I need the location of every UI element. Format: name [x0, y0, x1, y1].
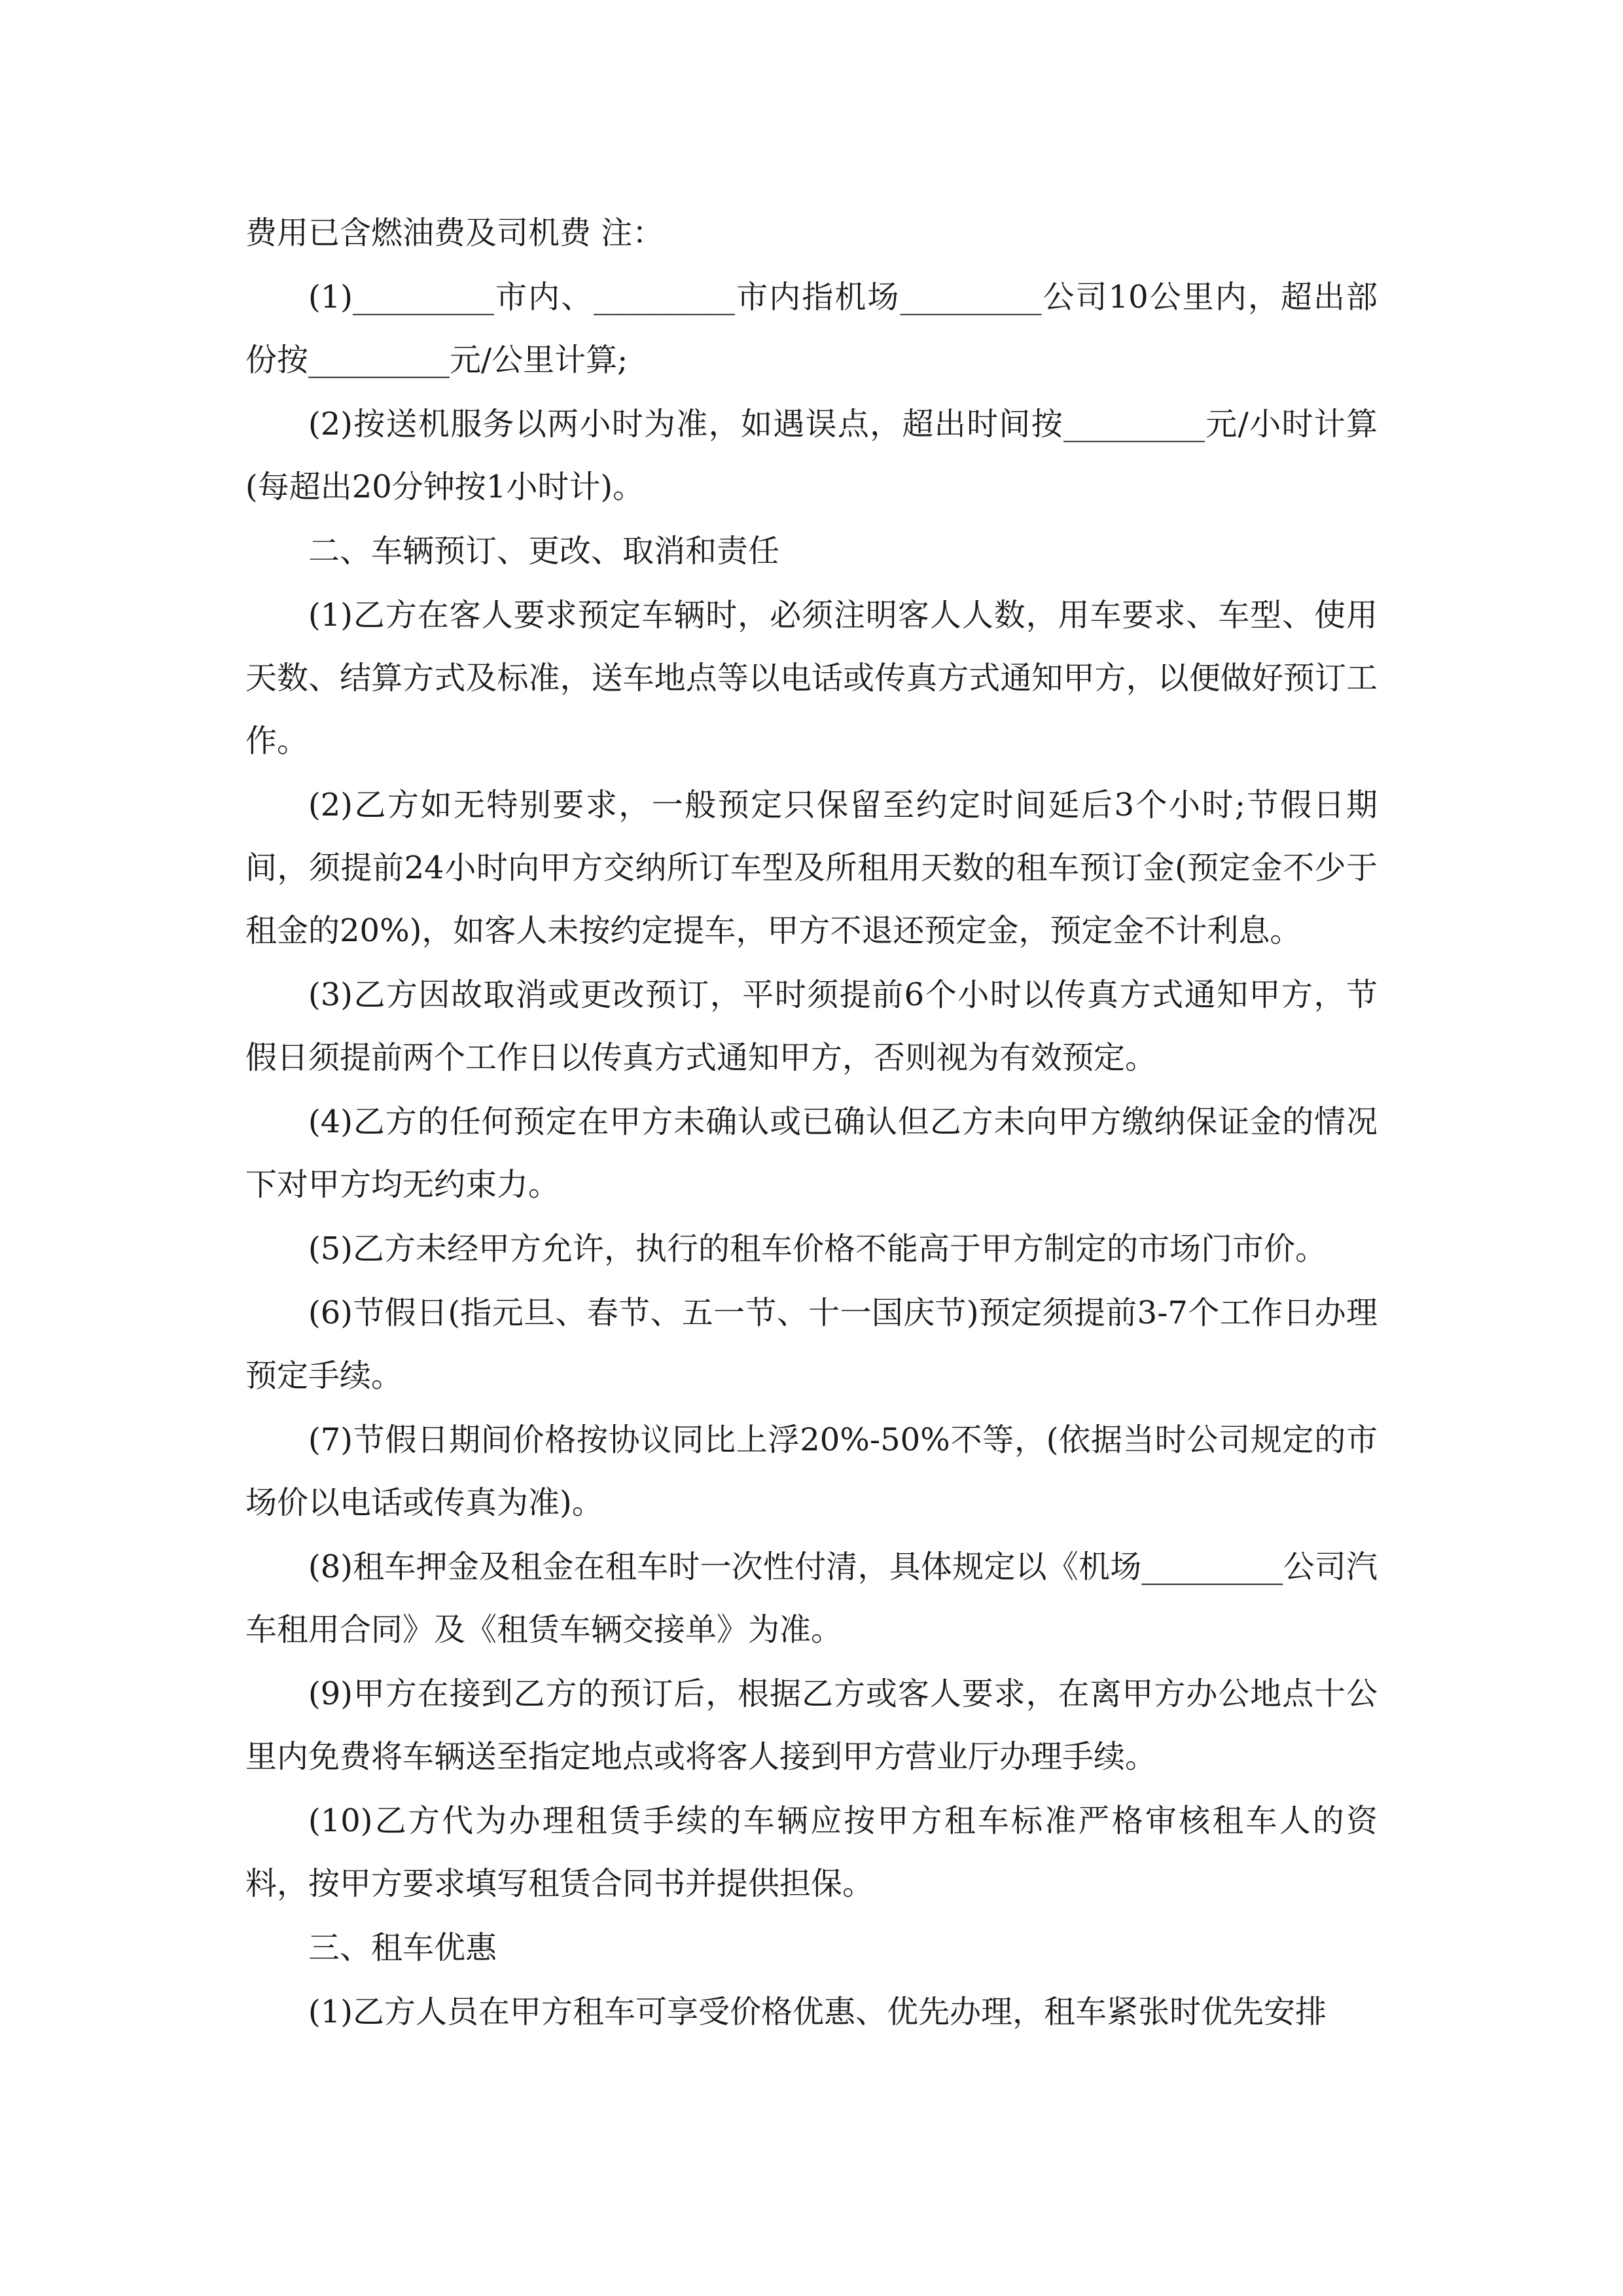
paragraph-booking-3: (3)乙方因故取消或更改预订，平时须提前6个小时以传真方式通知甲方，节假日须提前两个工作日以传真方式通知甲方，否则视为有效预定。 [245, 977, 1378, 1076]
document-body [245, 202, 1378, 2043]
paragraph-booking-9: (9)甲方在接到乙方的预订后，根据乙方或客人要求，在离甲方办公地点十公里内免费将车辆送至指定地点或将客人接到甲方营业厅办理手续。 [245, 1676, 1378, 1775]
paragraph-discount-1: (1)乙方人员在甲方租车可享受价格优惠、优先办理，租车紧张时优先安排 [308, 1994, 1327, 2030]
paragraph-booking-4: (4)乙方的任何预定在甲方未确认或已确认但乙方未向甲方缴纳保证金的情况下对甲方均无约束力。 [245, 1103, 1378, 1203]
paragraph-clause-1-distance: (1)_________市内、_________市内指机场_________公司10公里内，超出部份按_________元/公里计算; [245, 279, 1378, 378]
paragraph-booking-2: (2)乙方如无特别要求，一般预定只保留至约定时间延后3个小时;节假日期间，须提前24小时向甲方交纳所订车型及所租用天数的租车预订金(预定金不少于租金的20%)，如客人未按约定提车，甲方不退还预定金，预定金不计利息。 [245, 787, 1378, 949]
paragraph-booking-5: (5)乙方未经甲方允许，执行的租车价格不能高于甲方制定的市场门市价。 [308, 1230, 1327, 1267]
paragraph-booking-8: (8)租车押金及租金在租车时一次性付清，具体规定以《机场_________公司汽车租用合同》及《租赁车辆交接单》为准。 [245, 1549, 1378, 1648]
paragraph-fee-note: 费用已含燃油费及司机费 注： [245, 215, 664, 251]
paragraph-booking-1: (1)乙方在客人要求预定车辆时，必须注明客人人数，用车要求、车型、使用天数、结算方式及标准，送车地点等以电话或传真方式通知甲方，以便做好预订工作。 [245, 597, 1378, 759]
paragraph-booking-10: (10)乙方代为办理租赁手续的车辆应按甲方租车标准严格审核租车人的资料，按甲方要求填写租赁合同书并提供担保。 [245, 1803, 1378, 1902]
paragraph-booking-7: (7)节假日期间价格按协议同比上浮20%-50%不等，(依据当时公司规定的市场价以电话或传真为准)。 [245, 1422, 1378, 1521]
paragraph-clause-2-waiting: (2)按送机服务以两小时为准，如遇误点，超出时间按_________元/小时计算(每超出20分钟按1小时计)。 [245, 406, 1378, 505]
section-heading-booking: 二、车辆预订、更改、取消和责任 [308, 533, 780, 569]
section-heading-discount: 三、租车优惠 [308, 1929, 497, 1966]
paragraph-booking-6: (6)节假日(指元旦、春节、五一节、十一国庆节)预定须提前3-7个工作日办理预定手续。 [245, 1295, 1378, 1394]
